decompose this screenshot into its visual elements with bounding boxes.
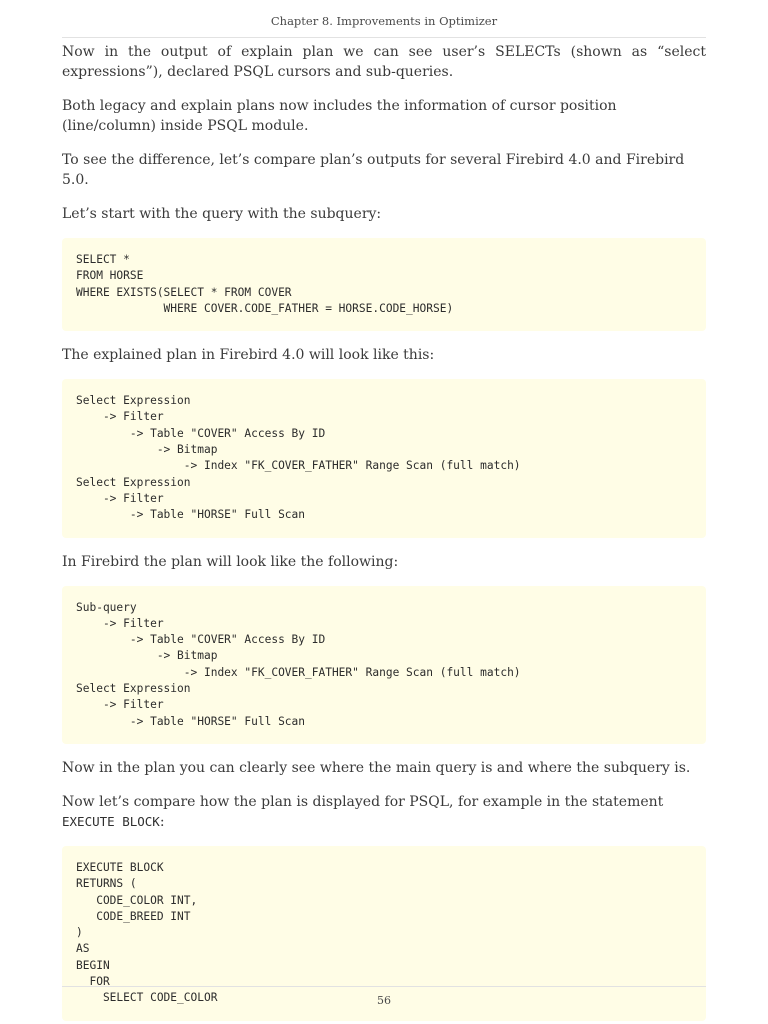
paragraph-subquery-intro: Let’s start with the query with the subquery: xyxy=(62,206,382,222)
inline-code-execute-block: EXECUTE BLOCK xyxy=(62,813,160,829)
psql-compare-colon: : xyxy=(159,813,165,830)
psql-compare-text: Now let’s compare how the plan is displayed for PSQL, for example in the statement xyxy=(62,793,664,810)
page-footer xyxy=(62,986,706,1007)
page-number: 56 xyxy=(377,994,391,1007)
code-block-subquery: SELECT * FROM HORSE WHERE EXISTS(SELECT * FROM COVER WHERE COVER.CODE_FATHER = HORSE.CODE_HORSE) xyxy=(62,238,706,331)
paragraph-main-vs-subquery: Now in the plan you can clearly see where the main query is and where the subquery is. xyxy=(62,759,691,776)
code-block-fb5-plan: Sub-query -> Filter -> Table "COVER" Access By ID -> Bitmap -> Index "FK_COVER_FATHER" Range Scan (full match) Select Expression -> Filter -> Table "HORSE" Full Scan xyxy=(62,586,706,744)
paragraph-fb5-plan: In Firebird the plan will look like the following: xyxy=(62,553,399,570)
paragraph-fb4-plan: The explained plan in Firebird 4.0 will look like this: xyxy=(62,347,435,364)
page-header xyxy=(62,12,706,38)
paragraph-psql-compare xyxy=(62,792,706,832)
page-content xyxy=(62,42,706,1021)
code-block-fb4-plan: Select Expression -> Filter -> Table "COVER" Access By ID -> Bitmap -> Index "FK_COVER_FATHER" Range Scan (full match) Select Expression -> Filter -> Table "HORSE" Full Scan xyxy=(62,379,706,537)
chapter-title: Chapter 8. Improvements in Optimizer xyxy=(270,14,498,28)
paragraph-cursor-position: Both legacy and explain plans now includes the information of cursor position (line/column) inside PSQL module. xyxy=(62,98,617,134)
code-block-execute-block: EXECUTE BLOCK RETURNS ( CODE_COLOR INT, CODE_BREED INT ) AS BEGIN FOR SELECT CODE_COLOR xyxy=(62,846,706,1021)
paragraph-explain-output: Now in the output of explain plan we can see user’s SELECTs (shown as “select expressions”), declared PSQL cursors and sub-queries. xyxy=(62,44,706,80)
paragraph-compare-intro: To see the difference, let’s compare plan’s outputs for several Firebird 4.0 and Firebird 5.0. xyxy=(62,152,685,188)
